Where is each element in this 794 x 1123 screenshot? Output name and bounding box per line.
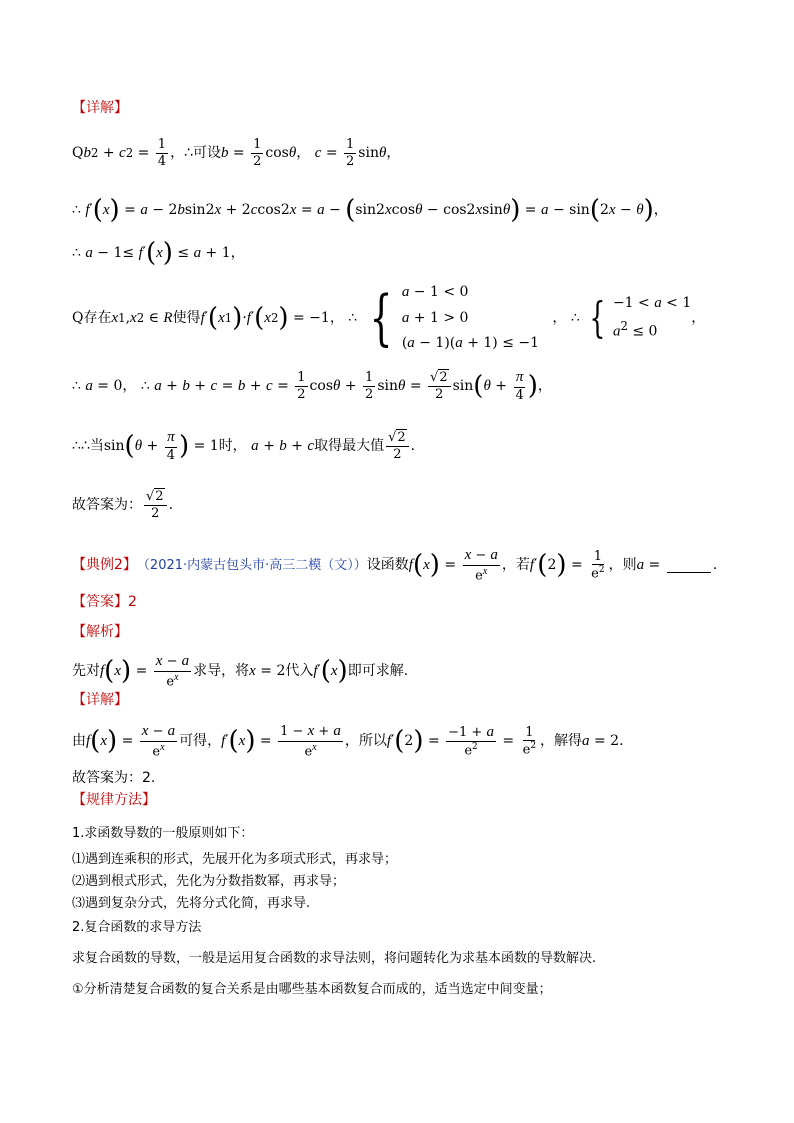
equation-line-3: ∴ a − 1≤ f ′ ( x ) ≤ a + 1 ， xyxy=(72,238,245,268)
final-answer-2: 故答案为：2. xyxy=(72,770,156,786)
method-item-1: 1.求函数导数的一般原则如下： xyxy=(72,826,254,841)
system-brace-1: { a − 1 < 0 a + 1 > 0 (a − 1)(a + 1) ≤ −1 xyxy=(369,283,540,354)
heading-example-2: 【典例2】 xyxy=(72,556,137,573)
method-item-5: 2.复合函数的求导方法 xyxy=(72,920,202,935)
equation-line-4: Q 存在 x 1 , x 2 ∈ R 使得 f ′ ( x 1 ) · f ′ ( x 2 ) = −1 ， ∴ { a − 1 < 0 a + 1 > 0 (a − 1)(a + 1) ≤ −1 ， ∴ { −1 < a < 1 $a^2 \le 0$ ， xyxy=(72,280,705,357)
detail-2-line: 由 f ( x ) = $\frac{x - a}{e^x}$ 可得， f ′ ( x ) = $\frac{1 - x + a}{e^x}$ ，所以 f ′ ( 2 ) = $\frac{-1 + a}{e^2}$ = $\frac{1}{e^2}$ ，解得 a = 2. xyxy=(72,723,624,760)
answer-line: 【答案】 2 xyxy=(72,594,137,610)
system-brace-2: { −1 < a < 1 $a^2 \le 0$ xyxy=(589,293,692,343)
text-can-set: ，∴可设 xyxy=(170,144,221,161)
heading-detail: 【详解】 xyxy=(72,100,128,116)
analysis-line: 先对 f ( x ) = $\frac{x - a}{e^x}$ 求导，将 x = 2 代入 f ′ ( x ) 即可求解. xyxy=(72,653,409,690)
equation-line-1: Q b 2 + c 2 = $\frac{1}{4}$ ，∴可设 b = $\frac{1}{2}$ cos θ ， c = $\frac{1}{2}$ sin θ ， xyxy=(72,137,401,169)
method-item-6: 求复合函数的导数，一般是运用复合函数的求导法则，将问题转化为求基本函数的导数解决. xyxy=(72,951,597,966)
method-item-7: ①分析清楚复合函数的复合关系是由哪些基本函数复合而成的，适当选定中间变量； xyxy=(72,982,552,997)
answer-blank xyxy=(667,558,711,573)
equation-line-6: ∴ ∴当 sin ( θ + $\frac{\pi}{4}$ ) = 1 时， a + b + c 取得最大值 $\frac{√2}{2}$ . xyxy=(72,429,416,463)
example-2-line: 【典例2】 （2021·内蒙古包头市·高三二模（文）） 设函数 f ( x ) = $\frac{x - a}{e^x}$ ，若 f ′ ( 2 ) = $\frac{1}{e^2}$ ，则 a = . xyxy=(72,547,718,584)
heading-detail-2: 【详解】 xyxy=(72,692,128,708)
example-2-source: （2021·内蒙古包头市·高三二模（文）） xyxy=(136,557,367,573)
method-item-2: ⑴遇到连乘积的形式，先展开化为多项式形式，再求导； xyxy=(72,852,398,867)
answer-value: 2 xyxy=(128,594,137,610)
heading-method: 【规律方法】 xyxy=(72,792,156,808)
method-item-3: ⑵遇到根式形式，先化为分数指数幂，再求导； xyxy=(72,874,346,889)
final-answer-1: 故答案为： $\frac{√2}{2}$ . xyxy=(72,489,174,521)
equation-line-5: ∴ a = 0 ， ∴ a + b + c = b + c = $\frac{1}{2}$ cos θ + $\frac{1}{2}$ sin θ = $\frac{√2}{2}$ sin ( θ + $\frac{\pi}{4}$ ) ， xyxy=(72,369,552,403)
heading-analysis: 【解析】 xyxy=(72,624,128,640)
equation-line-2: ∴ f ′ ( x ) = a − 2 b sin2 x + 2 c cos2 x = a − ( sin2 x cos θ − cos2 x sin θ ) = a − sin ( 2 x − θ ) ， xyxy=(72,195,668,225)
method-item-4: ⑶遇到复杂分式，先将分式化简，再求导. xyxy=(72,896,311,911)
